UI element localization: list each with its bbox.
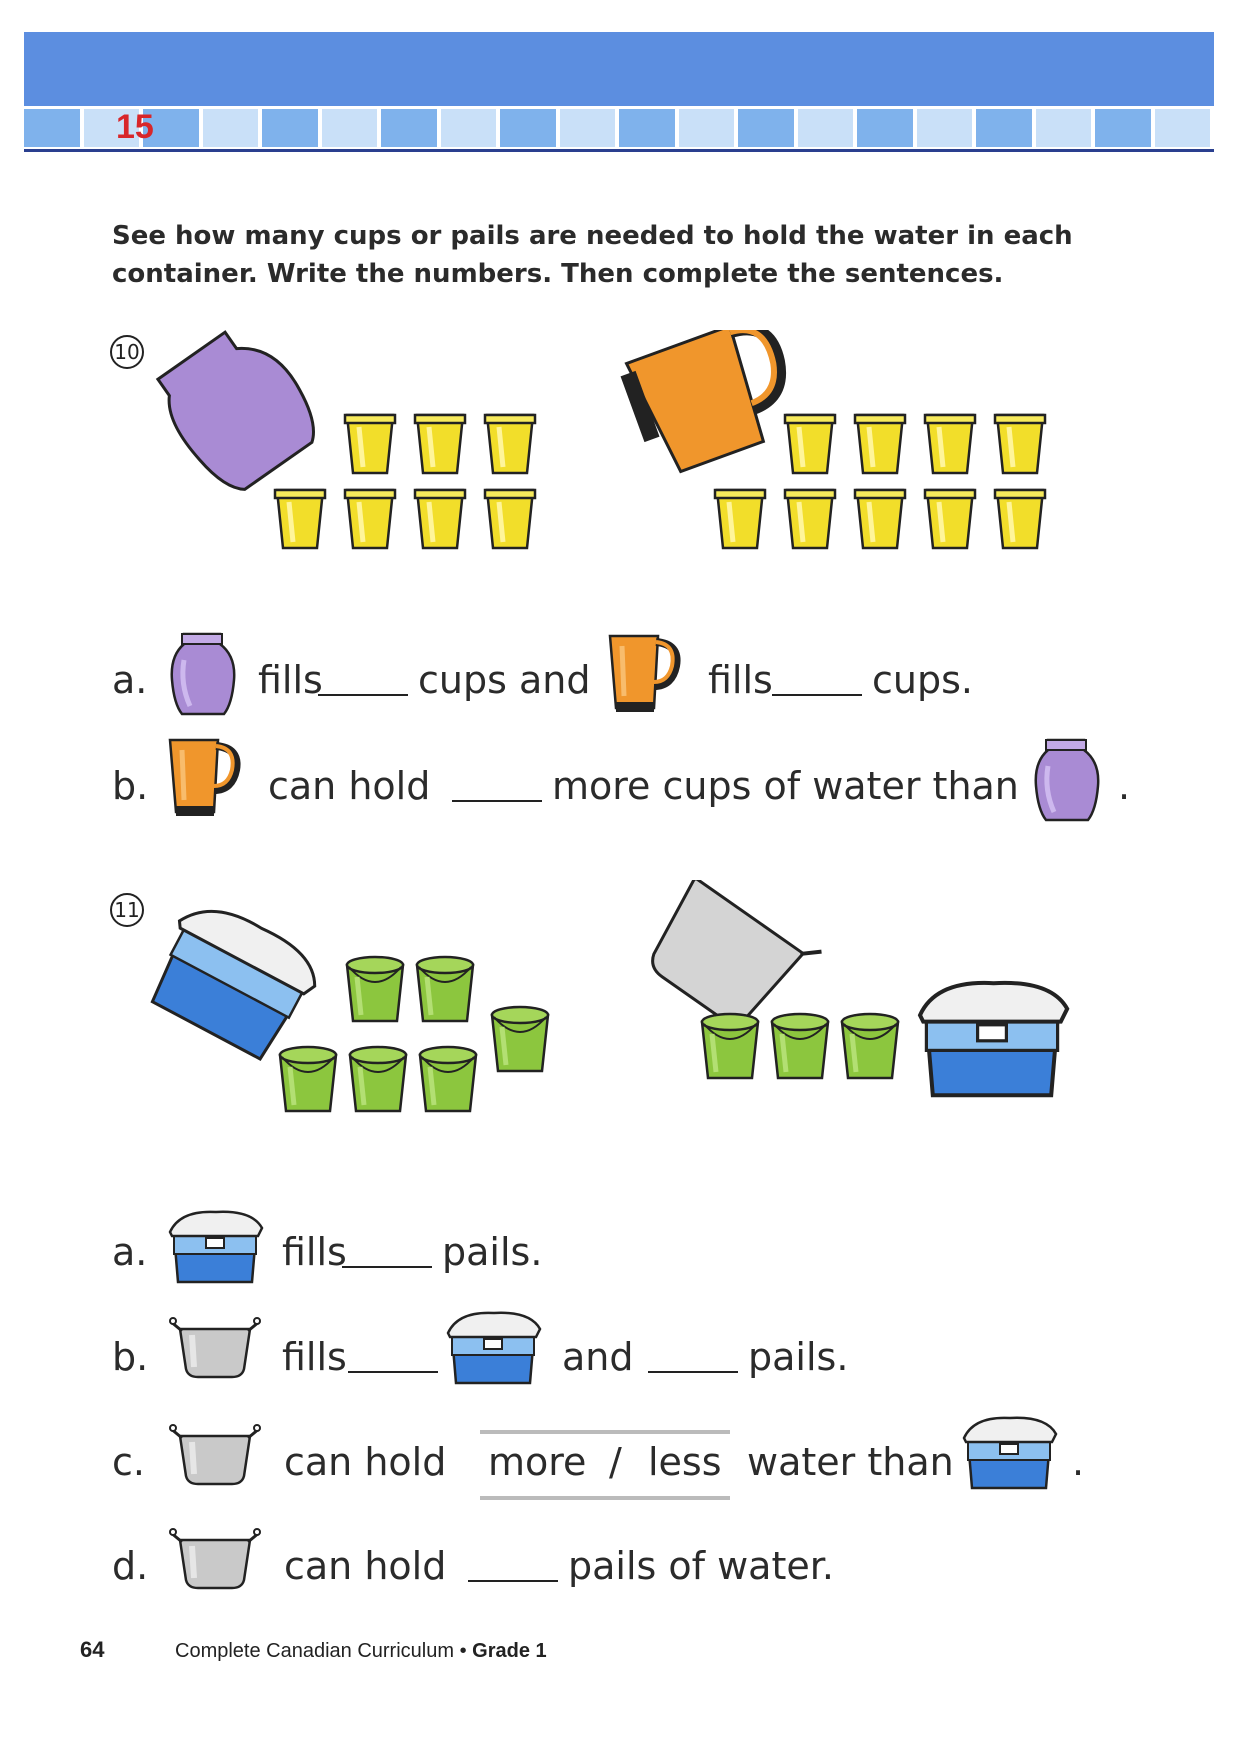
question-number-11: 11 bbox=[110, 893, 144, 927]
q11-c-letter: c. bbox=[112, 1440, 145, 1484]
answer-blank-line[interactable] bbox=[348, 1335, 438, 1373]
unit-number: 15 bbox=[116, 108, 154, 146]
header-strip bbox=[24, 109, 1214, 147]
choice-more[interactable]: more bbox=[488, 1440, 587, 1484]
cooler-icon bbox=[446, 1309, 542, 1389]
pan-icon bbox=[168, 1422, 264, 1492]
q11-a-pails: pails. bbox=[442, 1230, 543, 1274]
q10-a-fills-1: fills bbox=[258, 658, 323, 702]
q11-b-pails: pails. bbox=[748, 1335, 849, 1379]
choice-slash: / bbox=[609, 1440, 622, 1484]
answer-blank-line[interactable] bbox=[648, 1335, 738, 1373]
vase-icon bbox=[168, 632, 238, 716]
footer-book-title bbox=[175, 1640, 547, 1663]
header-rule bbox=[24, 149, 1214, 152]
instructions: See how many cups or pails are needed to hold the water in each container. Write the numbers. Then complete the sentences. bbox=[112, 221, 1073, 289]
answer-blank-line[interactable] bbox=[452, 764, 542, 802]
answer-blank-line[interactable] bbox=[772, 658, 862, 696]
q11-b-fills: fills bbox=[282, 1335, 347, 1379]
q11-d-letter: d. bbox=[112, 1544, 149, 1588]
pan-icon bbox=[168, 1526, 264, 1596]
q11-a-letter: a. bbox=[112, 1230, 148, 1274]
cooler-icon bbox=[962, 1414, 1058, 1494]
q10-b-letter: b. bbox=[112, 764, 149, 808]
q11-d-pails: pails of water. bbox=[568, 1544, 834, 1588]
q10-b-period: . bbox=[1118, 764, 1131, 808]
cooler-pails-picture bbox=[150, 895, 570, 1135]
q10-a-cups-end: cups. bbox=[872, 658, 973, 702]
q11-c-period: . bbox=[1072, 1440, 1085, 1484]
vase-cups-picture bbox=[140, 330, 560, 570]
vase-icon bbox=[1032, 738, 1102, 822]
q11-c-water-than: water than bbox=[747, 1440, 954, 1484]
jug-cups-picture bbox=[620, 330, 1050, 570]
answer-blank-line[interactable] bbox=[468, 1544, 558, 1582]
grade-label: Grade 1 bbox=[472, 1640, 547, 1662]
book-title: Complete Canadian Curriculum bbox=[175, 1640, 455, 1662]
q11-b-and: and bbox=[562, 1335, 634, 1379]
cooler-icon bbox=[168, 1208, 264, 1288]
q11-d-can-hold: can hold bbox=[284, 1544, 447, 1588]
pan-pails-cooler-picture bbox=[625, 880, 1095, 1100]
q10-b-can-hold: can hold bbox=[268, 764, 431, 808]
jug-icon bbox=[168, 734, 248, 820]
pan-icon bbox=[168, 1315, 264, 1385]
footer-bullet: • bbox=[459, 1640, 467, 1662]
q10-a-letter: a. bbox=[112, 658, 148, 702]
header-band bbox=[24, 32, 1214, 106]
q11-b-letter: b. bbox=[112, 1335, 149, 1379]
choice-less[interactable]: less bbox=[648, 1440, 722, 1484]
jug-icon bbox=[608, 630, 688, 716]
q10-a-cups-and: cups and bbox=[418, 658, 591, 702]
answer-blank-line[interactable] bbox=[318, 658, 408, 696]
q10-a-fills-2: fills bbox=[708, 658, 773, 702]
q11-a-fills: fills bbox=[282, 1230, 347, 1274]
question-number-10: 10 bbox=[110, 335, 144, 369]
q10-b-more-than: more cups of water than bbox=[552, 764, 1019, 808]
page-number: 64 bbox=[80, 1637, 105, 1662]
answer-blank-line[interactable] bbox=[342, 1230, 432, 1268]
q11-c-can-hold: can hold bbox=[284, 1440, 447, 1484]
